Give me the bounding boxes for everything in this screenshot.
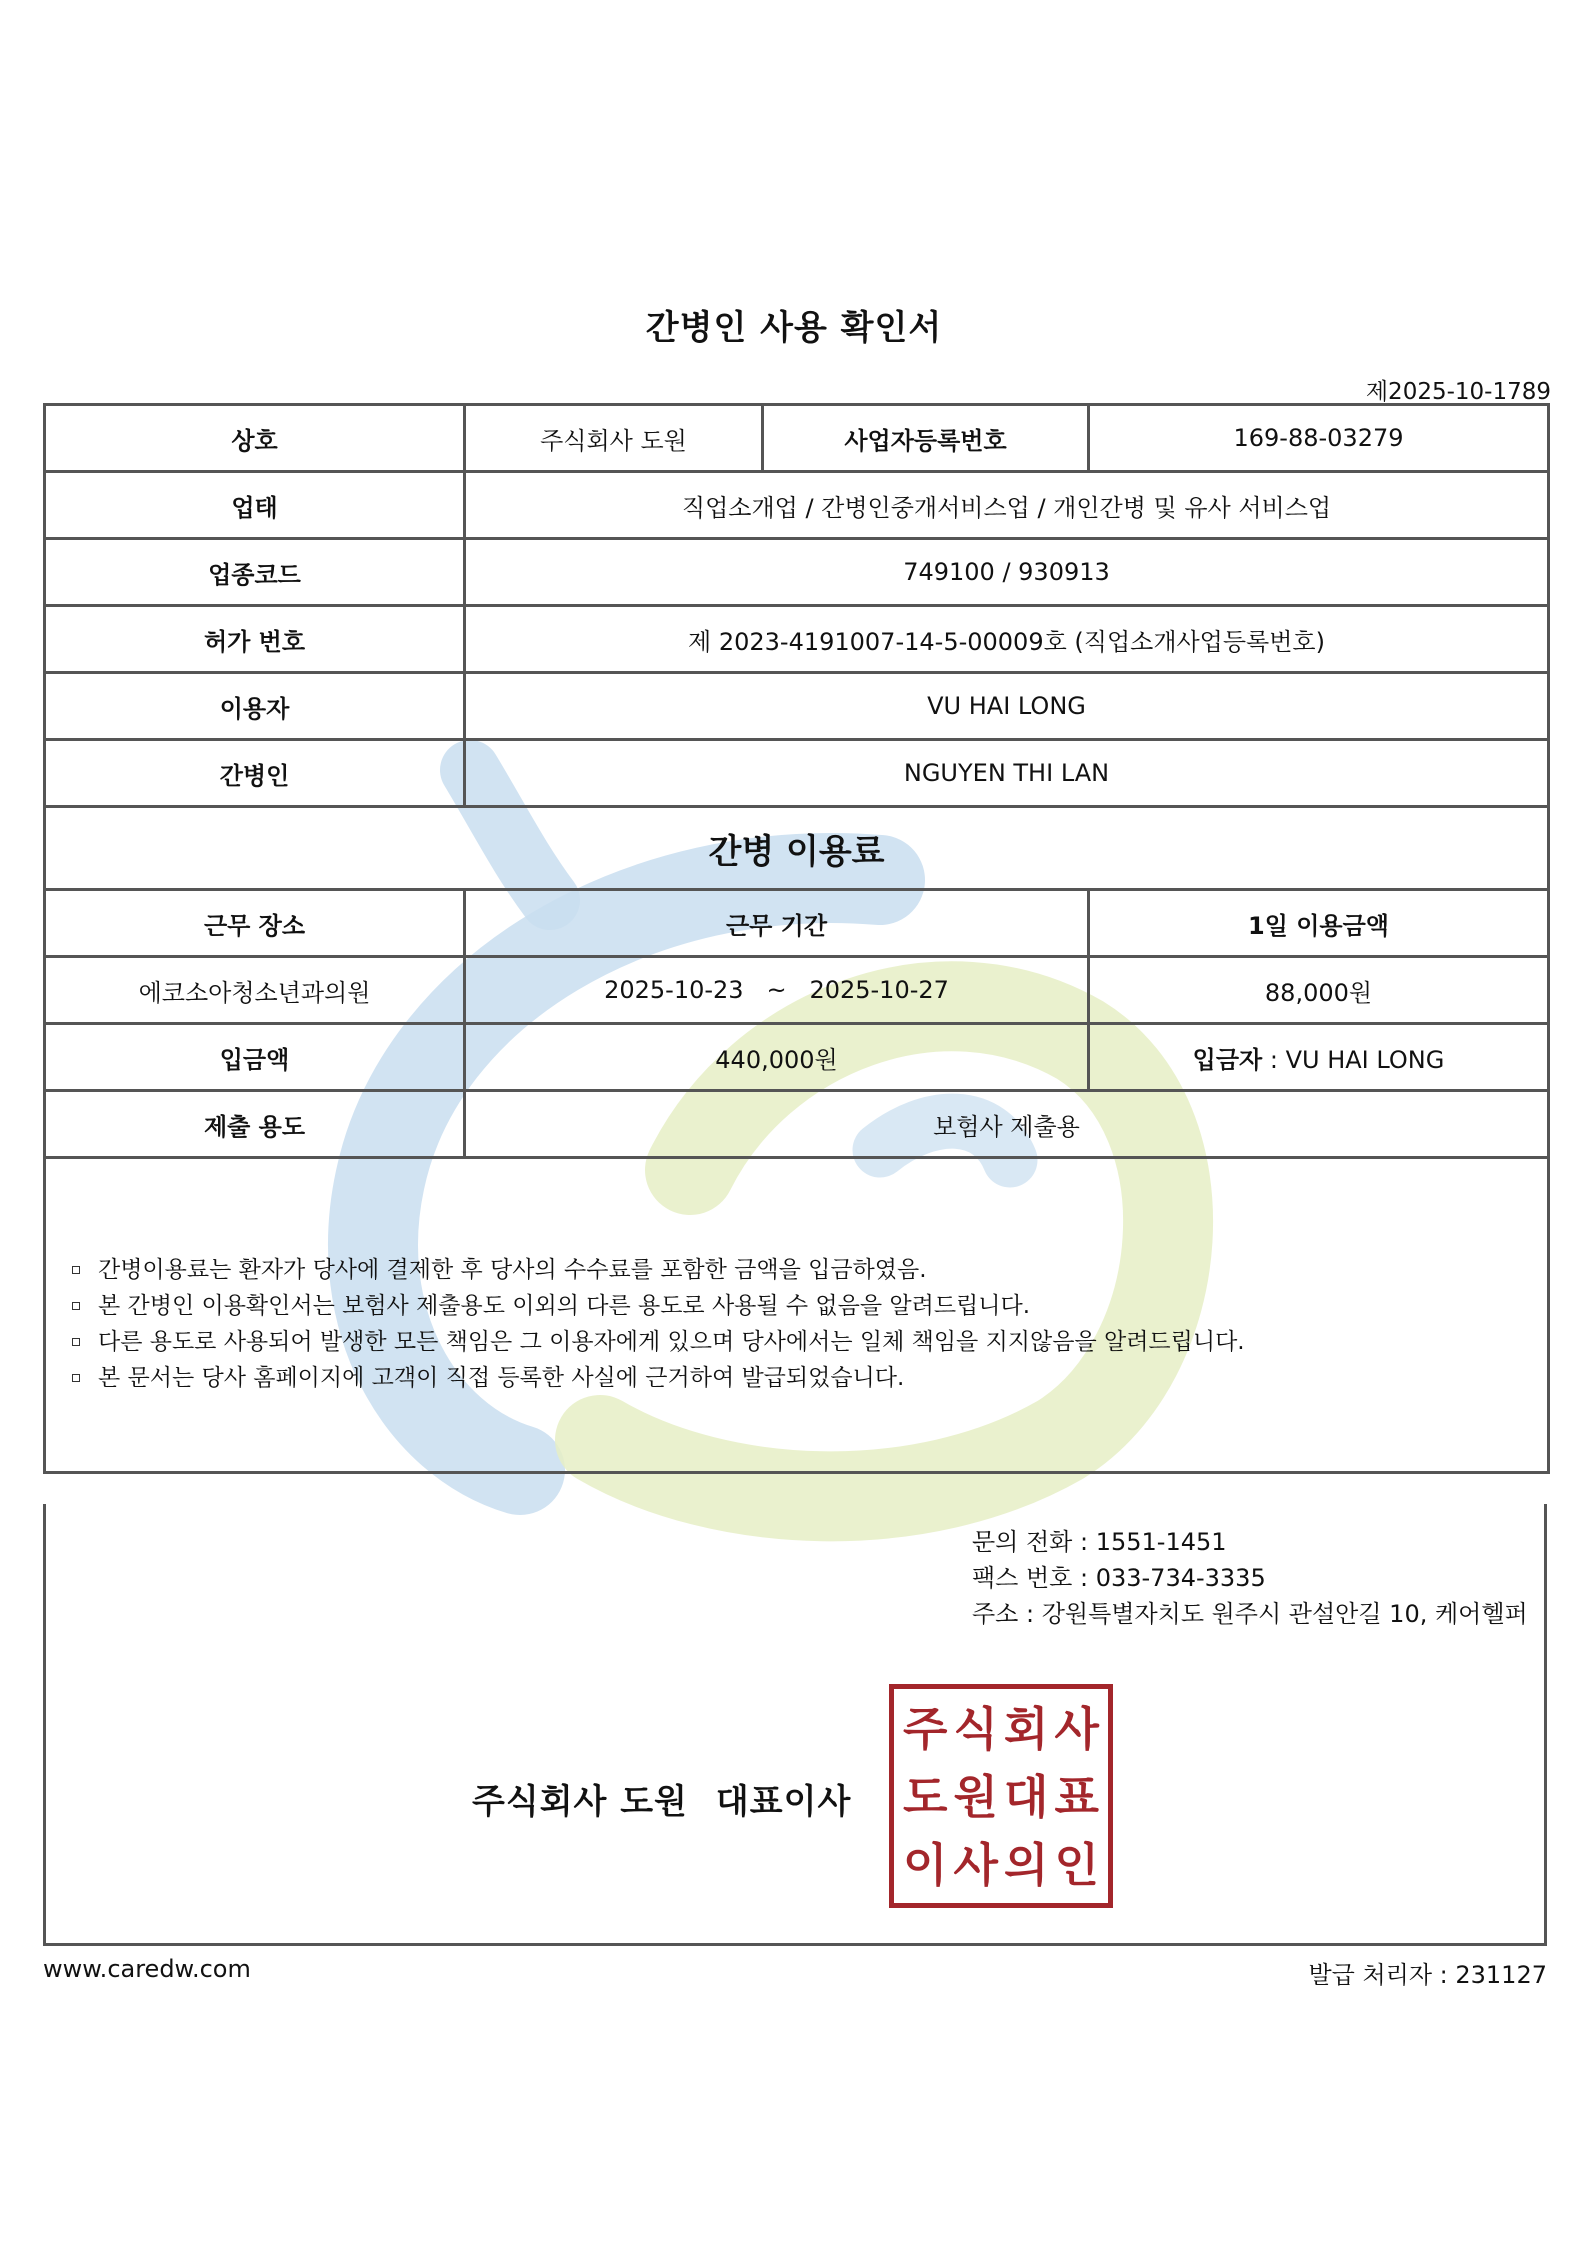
notes-list [46, 1234, 1547, 1396]
company-name: 주식회사 도원 [465, 405, 763, 472]
business-type-label: 업태 [45, 472, 465, 539]
contact-phone: 문의 전화 : 1551-1451 [972, 1528, 1227, 1556]
row-purpose [45, 1091, 1549, 1158]
depositor-cell [1089, 1024, 1549, 1091]
row-fee-values [45, 957, 1549, 1024]
note-item: 본 간병인 이용확인서는 보험사 제출용도 이외의 다른 용도로 사용될 수 없음을 알려드립니다. [70, 1288, 1547, 1324]
contact-info [972, 1524, 1528, 1632]
note-item: 본 문서는 당사 홈페이지에 고객이 직접 등록한 사실에 근거하여 발급되었습니다. [70, 1360, 1547, 1396]
work-period-value: 2025-10-23 ~ 2025-10-27 [465, 957, 1089, 1024]
bullet-square-icon [72, 1374, 80, 1382]
row-fee-headers [45, 890, 1549, 957]
signer-line [472, 1774, 851, 1823]
row-industry-code [45, 539, 1549, 606]
issuer-id: 발급 처리자 : 231127 [1308, 1961, 1547, 1989]
depositor-name: VU HAI LONG [1285, 1045, 1445, 1074]
bizreg-number: 169-88-03279 [1089, 405, 1549, 472]
daily-amount-value: 88,000원 [1089, 957, 1549, 1024]
bullet-square-icon [72, 1302, 80, 1310]
signature-box [43, 1504, 1547, 1946]
row-license [45, 606, 1549, 673]
contact-fax: 팩스 번호 : 033-734-3335 [972, 1564, 1266, 1592]
contact-address: 주소 : 강원특별자치도 원주시 관설안길 10, 케어헬퍼 [972, 1600, 1528, 1628]
row-notes [45, 1158, 1549, 1473]
license-value: 제 2023-4191007-14-5-00009호 (직업소개사업등록번호) [465, 606, 1549, 673]
row-user [45, 673, 1549, 740]
license-label: 허가 번호 [45, 606, 465, 673]
user-value: VU HAI LONG [465, 673, 1549, 740]
bullet-square-icon [72, 1338, 80, 1346]
note-item: 간병이용료는 환자가 당사에 결제한 후 당사의 수수료를 포함한 금액을 입금하였음. [70, 1252, 1547, 1288]
depositor-label: 입금자 [1192, 1045, 1263, 1074]
company-label: 상호 [45, 405, 465, 472]
notes-cell [45, 1158, 1549, 1473]
website-link[interactable]: www.caredw.com [43, 1955, 251, 1983]
row-business-type [45, 472, 1549, 539]
company-seal-stamp: 주 식 회 사 도 원 대 표 이 사 의 인 [889, 1684, 1113, 1908]
work-place-value: 에코소아청소년과의원 [45, 957, 465, 1024]
document-title: 간병인 사용 확인서 [645, 308, 943, 348]
bizreg-label: 사업자등록번호 [763, 405, 1089, 472]
business-type-value: 직업소개업 / 간병인중개서비스업 / 개인간병 및 유사 서비스업 [465, 472, 1549, 539]
industry-code-label: 업종코드 [45, 539, 465, 606]
daily-amount-label: 1일 이용금액 [1089, 890, 1549, 957]
confirmation-table [43, 403, 1550, 1474]
note-item: 다른 용도로 사용되어 발생한 모든 책임은 그 이용자에게 있으며 당사에서는 일체 책임을 지지않음을 알려드립니다. [70, 1324, 1547, 1360]
purpose-label: 제출 용도 [45, 1091, 465, 1158]
purpose-value: 보험사 제출용 [465, 1091, 1549, 1158]
work-place-label: 근무 장소 [45, 890, 465, 957]
user-label: 이용자 [45, 673, 465, 740]
bullet-square-icon [72, 1266, 80, 1274]
row-fee-title [45, 807, 1549, 890]
signer-role: 대표이사 [715, 1782, 852, 1822]
document-number: 제2025-10-1789 [1365, 379, 1551, 405]
work-period-label: 근무 기간 [465, 890, 1089, 957]
fee-section-title: 간병 이용료 [45, 807, 1549, 890]
signer-company: 주식회사 도원 [472, 1782, 688, 1822]
row-caregiver [45, 740, 1549, 807]
row-company [45, 405, 1549, 472]
deposit-amount: 440,000원 [465, 1024, 1089, 1091]
caregiver-label: 간병인 [45, 740, 465, 807]
caregiver-value: NGUYEN THI LAN [465, 740, 1549, 807]
deposit-label: 입금액 [45, 1024, 465, 1091]
depositor-separator: : [1262, 1045, 1286, 1074]
industry-code-value: 749100 / 930913 [465, 539, 1549, 606]
row-deposit [45, 1024, 1549, 1091]
